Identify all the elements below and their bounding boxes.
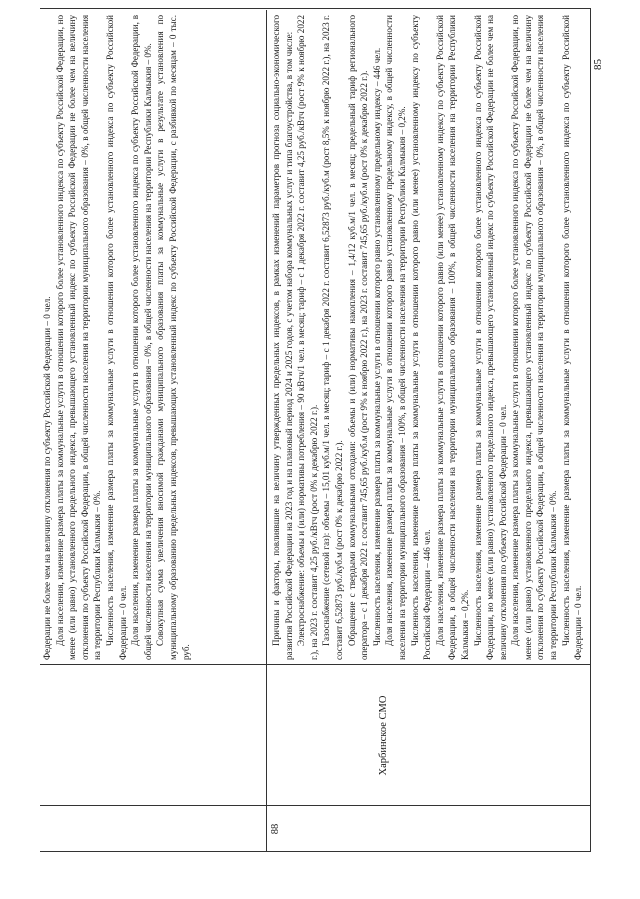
paragraph: Доля населения, изменение размера платы за коммунальные услуги в отношении которого более установленного индекса по субъекту Российской Федерации, в общей численности населения на территории муниципального образования – 0%, в общей численности населения на территории Республики Калмыкия – 0%.	[130, 15, 153, 660]
row-1-text	[41, 15, 192, 660]
paragraph: Обращение с твердыми коммунальными отходами: объемы и (или) нормативы накопления – 1,4/12 куб.м/1 чел. в месяц; предельный тариф регионального оператора – с 1 декабря 2022 г. составит 745,65 руб./куб.м (рост 9% к ноябрю 2022 г.), на 2023 г. составит 745,65 руб./куб.м (рост 0% к декабрю 2022 г.).	[346, 15, 370, 660]
paragraph: Доля населения, изменение размера платы за коммунальные услуги в отношении которого более установленного индекса по субъекту Российской Федерации, но менее (или равно) установленного предельного индекса, превышающего установленный индекс по субъекту Российской Федерации не более чем на величину отклонения по субъекту Российской Федерации, в общей численности населения на территории муниципального образования – 0%, в общей численности населения на территории Республики Калмыкия – 0%.	[510, 15, 559, 660]
paragraph: Численность населения, изменение размера платы за коммунальные услуги в отношении которого более установленного индекса по субъекту Российской Федерации, но менее (или равно) установленного предельного индекса, превышающего установленный индекс по субъекту Российской Федерации не более чем на величину отклонения по субъекту Российской Федерации – 0 чел.	[472, 15, 508, 660]
row-number: 88	[270, 823, 281, 835]
paragraph: Электроснабжение: объемы и (или) нормативы потребления – 90 кВтч/1 чел. в месяц; тариф – с 1 декабря 2022 г. составит 4,25 руб./кВтч (рост 9% к ноябрю 2022 г.), на 2023 г. составит 4,25 руб./кВтч (рост 0% к декабрю 2022 г.).	[296, 15, 319, 660]
paragraph: Численность населения, изменение размера платы за коммунальные услуги в отношении которого равно установленному предельному индексу – 446 чел.	[371, 47, 382, 646]
row-2-text	[270, 15, 585, 660]
column-divider	[40, 664, 590, 665]
row-divider	[266, 10, 267, 852]
paragraph: Причины и факторы, повлиявшие на величину утвержденных предельных индексов, в рамках изменений параметров прогноза социально-экономического развития Российской Федерации на 2023 год и на плановый период 2024 и 2025 годов, с учетом набора коммунальных услуг и типа благоустройства, в том числе:	[271, 15, 294, 660]
page-number: 85	[592, 59, 604, 70]
paragraph: Федерации не более чем на величину отклонения по субъекту Российской Федерации – 0 чел.	[42, 296, 52, 660]
paragraph: Газоснабжение (сетевой газ): объемы – 15,01 куб.м/1 чел. в месяц; тариф – с 1 декабря 2022 г. составит 6,52873 руб./куб.м (рост 8,5% к ноябрю 2022 г.), на 2023 г. составит 6,52873 руб./куб.м (рост 0% к декабрю 2022 г.).	[321, 15, 344, 660]
rotated-page	[40, 10, 605, 860]
paragraph: Доля населения, изменение размера платы за коммунальные услуги в отношении которого равно (или менее) установленному индексу по субъекту Российской Федерации, в общей численности населения на территории муниципального образования – 100%, в общей численности населения на территории Республики Калмыкия – 0,2%.	[434, 15, 470, 660]
paragraph: Доля населения, изменение размера платы за коммунальные услуги в отношении которого равно установленному предельному индексу, в общей численности населения на территории муниципального образования – 100%, в общей численности населения на территории Республики Калмыкия – 0,2%.	[384, 15, 407, 660]
paragraph: Совокупная сумма увеличения вносимой гражданами муниципального образования платы за коммунальные услуги в результате установления по муниципальному образованию предельных индексов, превышающих установленный индекс по субъекту Российской Федерации, с разбивкой по месяцам – 0 тыс. руб.	[155, 15, 191, 660]
paragraph: Численность населения, изменение размера платы за коммунальные услуги в отношении которого более установленного индекса по субъекту Российской Федерации – 0 чел.	[560, 15, 584, 660]
column-divider	[40, 805, 590, 806]
paragraph: Численность населения, изменение размера платы за коммунальные услуги в отношении которого равно (или менее) установленному индексу по субъекту Российской Федерации – 446 чел.	[409, 15, 433, 660]
paragraph: Численность населения, изменение размера платы за коммунальные услуги в отношении которого более установленного индекса по субъекту Российской Федерации – 0 чел.	[104, 15, 128, 660]
municipality-name: Харбинское СМО	[378, 695, 389, 776]
paragraph: Доля населения, изменение размера платы за коммунальные услуги в отношении которого более установленного индекса по субъекту Российской Федерации, но менее (или равно) установленного предельного индекса, превышающего установленный индекс по субъекту Российской Федерации не более чем на величину отклонения по субъекту Российской Федерации, в общей численности населения на территории муниципального образования – 0%, в общей численности населения на территории Республики Калмыкия – 0%.	[54, 15, 103, 660]
